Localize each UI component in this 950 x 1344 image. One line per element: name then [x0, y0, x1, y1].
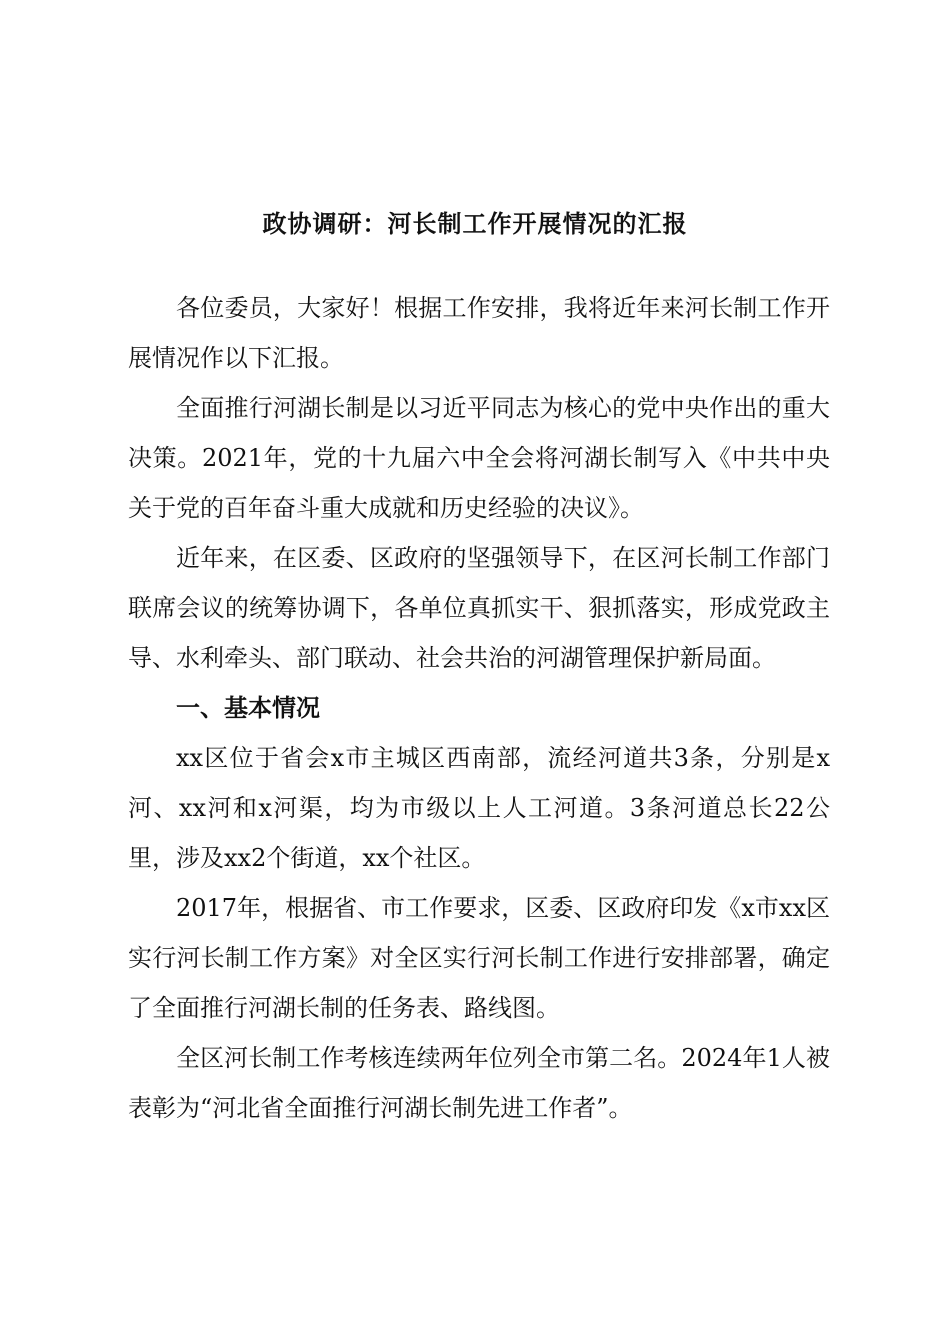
paragraph-overview: 近年来，在区委、区政府的坚强领导下，在区河长制工作部门联席会议的统筹协调下，各单位真抓实干、狠抓落实，形成党政主导、水利牵头、部门联动、社会共治的河湖管理保护新局面。: [128, 544, 830, 672]
document-title: 政协调研：河长制工作开展情况的汇报: [262, 209, 688, 238]
document-body: [128, 283, 830, 1133]
paragraph-background: 全面推行河湖长制是以习近平同志为核心的党中央作出的重大决策。2021年，党的十九届六中全会将河湖长制写入《中共中央关于党的百年奋斗重大成就和历史经验的决议》。: [128, 394, 830, 522]
paragraph-rivers: xx区位于省会x市主城区西南部，流经河道共3条，分别是x河、xx河和x河渠，均为市级以上人工河道。3条河道总长22公里，涉及xx2个街道，xx个社区。: [128, 744, 830, 872]
paragraph-greeting: 各位委员，大家好！根据工作安排，我将近年来河长制工作开展情况作以下汇报。: [128, 294, 830, 372]
paragraph-plan-2017: 2017年，根据省、市工作要求，区委、区政府印发《x市xx区实行河长制工作方案》对全区实行河长制工作进行安排部署，确定了全面推行河湖长制的任务表、路线图。: [128, 894, 830, 1022]
paragraph-achievements: 全区河长制工作考核连续两年位列全市第二名。2024年1人被表彰为“河北省全面推行河湖长制先进工作者”。: [128, 1044, 830, 1122]
section-heading-basic-situation: 一、基本情况: [176, 693, 320, 722]
